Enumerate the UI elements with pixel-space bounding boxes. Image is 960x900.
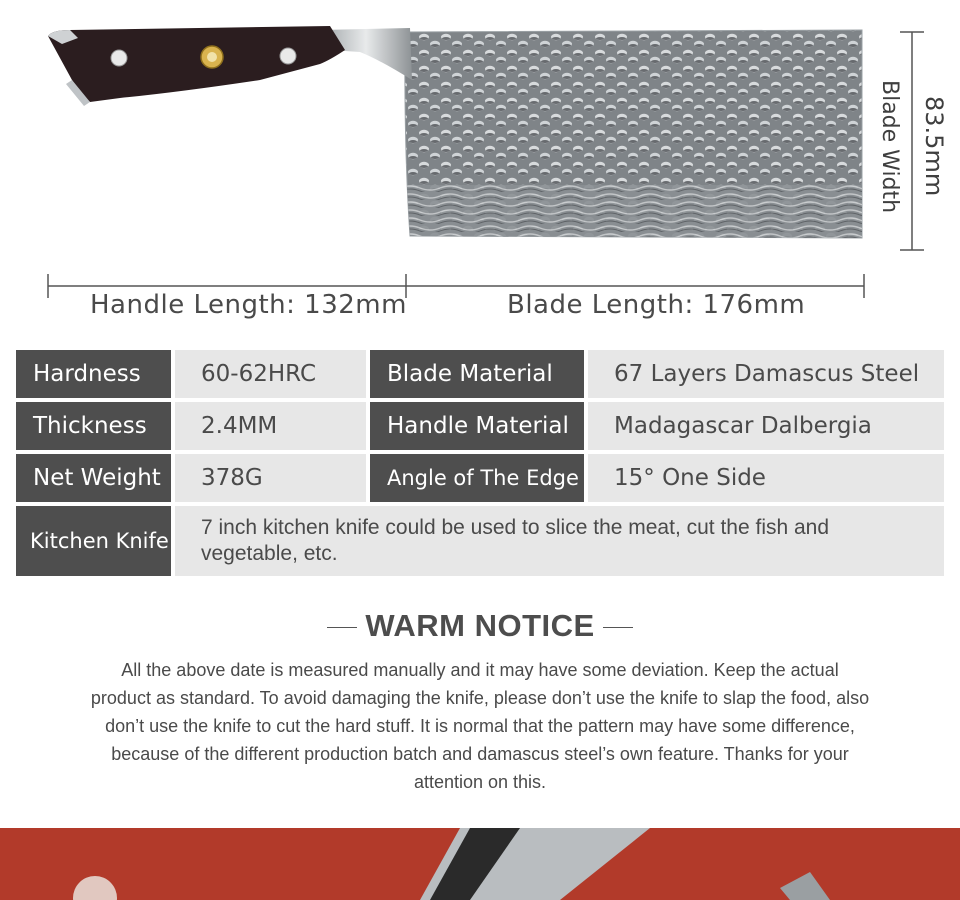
spec-value: 2.4MM — [175, 402, 366, 450]
spec-label: Blade Material — [370, 350, 584, 398]
spec-value: 378G — [175, 454, 366, 502]
spec-label: Net Weight — [16, 454, 171, 502]
handle-length-label: Handle Length: 132mm — [90, 290, 407, 320]
cleaver-knife-image — [0, 0, 960, 330]
spec-value: 60-62HRC — [175, 350, 366, 398]
notice-title: WARM NOTICE — [365, 608, 595, 643]
spec-value: 15° One Side — [588, 454, 944, 502]
blade-width-value: 83.5mm — [920, 96, 948, 197]
spec-row — [16, 454, 944, 502]
description-value: 7 inch kitchen knife could be used to slice the meat, cut the fish and vegetable, etc. — [175, 506, 944, 576]
blade-width-label: Blade Width — [877, 80, 902, 214]
divider — [327, 627, 357, 628]
divider — [603, 627, 633, 628]
spec-value: Madagascar Dalbergia — [588, 402, 944, 450]
spec-label: Angle of The Edge — [370, 454, 584, 502]
notice-heading — [0, 608, 960, 644]
spec-value: 67 Layers Damascus Steel — [588, 350, 944, 398]
notice-text: All the above date is measured manually and it may have some deviation. Keep the actual product as standard. To avoid damaging the knife, please don’t use the knife to slap the food, also don’t use the knife to cut the hard stuff. It is normal that the pattern may have some difference, because of the different production batch and damascus steel’s own feature. Thanks for your attention on this. — [90, 660, 870, 792]
product-banner — [0, 828, 960, 900]
description-label: Kitchen Knife — [16, 506, 171, 576]
spec-label: Thickness — [16, 402, 171, 450]
spec-table — [16, 350, 944, 580]
spec-row — [16, 402, 944, 450]
spec-label: Hardness — [16, 350, 171, 398]
blade-length-label: Blade Length: 176mm — [507, 290, 806, 320]
banner-image — [0, 828, 960, 900]
spec-label: Handle Material — [370, 402, 584, 450]
spec-row — [16, 506, 944, 576]
knife-hero — [0, 0, 960, 330]
spec-row — [16, 350, 944, 398]
